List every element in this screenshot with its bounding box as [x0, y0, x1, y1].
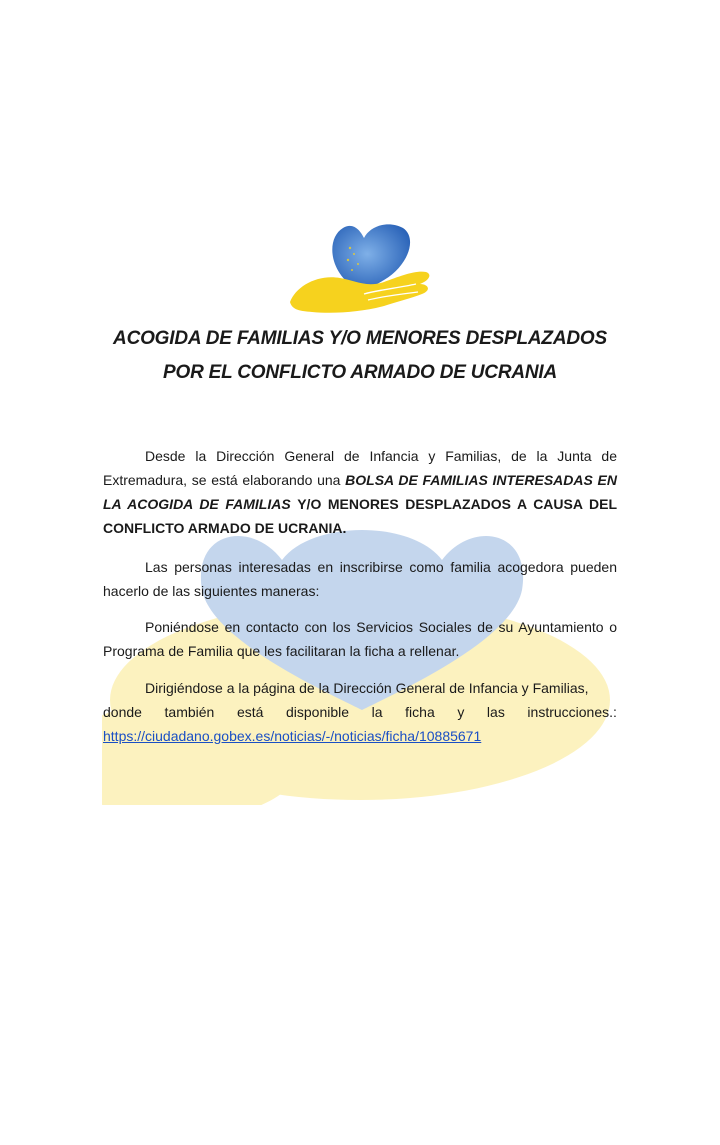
word: ficha: [405, 704, 435, 720]
title-line-2: POR EL CONFLICTO ARMADO DE UCRANIA: [163, 362, 557, 383]
word: y: [457, 704, 465, 720]
word: instrucciones.:: [527, 704, 617, 720]
word: disponible: [286, 704, 350, 720]
paragraph-web-page-line2: [103, 700, 617, 724]
word: la: [371, 704, 383, 720]
title-line-1: ACOGIDA DE FAMILIAS Y/O MENORES DESPLAZADOS: [113, 328, 607, 349]
paragraph-intro-text: Desde la Dirección General de Infancia y Familias, de la Junta de Extremadura, se está elaborando una: [103, 448, 617, 488]
paragraph-web-page-line1: Dirigiéndose a la página de la Dirección General de Infancia y Familias,: [145, 680, 589, 696]
paragraph-how-to: [103, 555, 617, 603]
word: está: [236, 704, 264, 720]
paragraph-web-page: [103, 676, 617, 748]
paragraph-how-to-text: Las personas interesadas en inscribirse como familia acogedora pueden hacerlo de las siguientes maneras:: [103, 559, 617, 599]
word: donde: [103, 704, 142, 720]
word: las: [486, 704, 505, 720]
paragraph-social-services-text: Poniéndose en contacto con los Servicios Sociales de su Ayuntamiento o Programa de Familia que les facilitaran la ficha a rellenar.: [103, 619, 617, 659]
heart-in-hand-icon: [288, 218, 434, 318]
paragraph-intro-emphasis: BOLSA DE FAMILIAS INTERESADAS EN LA ACOGIDA DE FAMILIAS: [103, 472, 617, 512]
ficha-link[interactable]: https://ciudadano.gobex.es/noticias/-/noticias/ficha/10885671: [103, 728, 482, 744]
paragraph-social-services: [103, 615, 617, 663]
paragraph-intro-bold: Y/O MENORES DESPLAZADOS A CAUSA DEL CONFLICTO ARMADO DE UCRANIA.: [103, 496, 618, 536]
paragraph-intro: [103, 444, 617, 540]
word: también: [164, 704, 215, 720]
